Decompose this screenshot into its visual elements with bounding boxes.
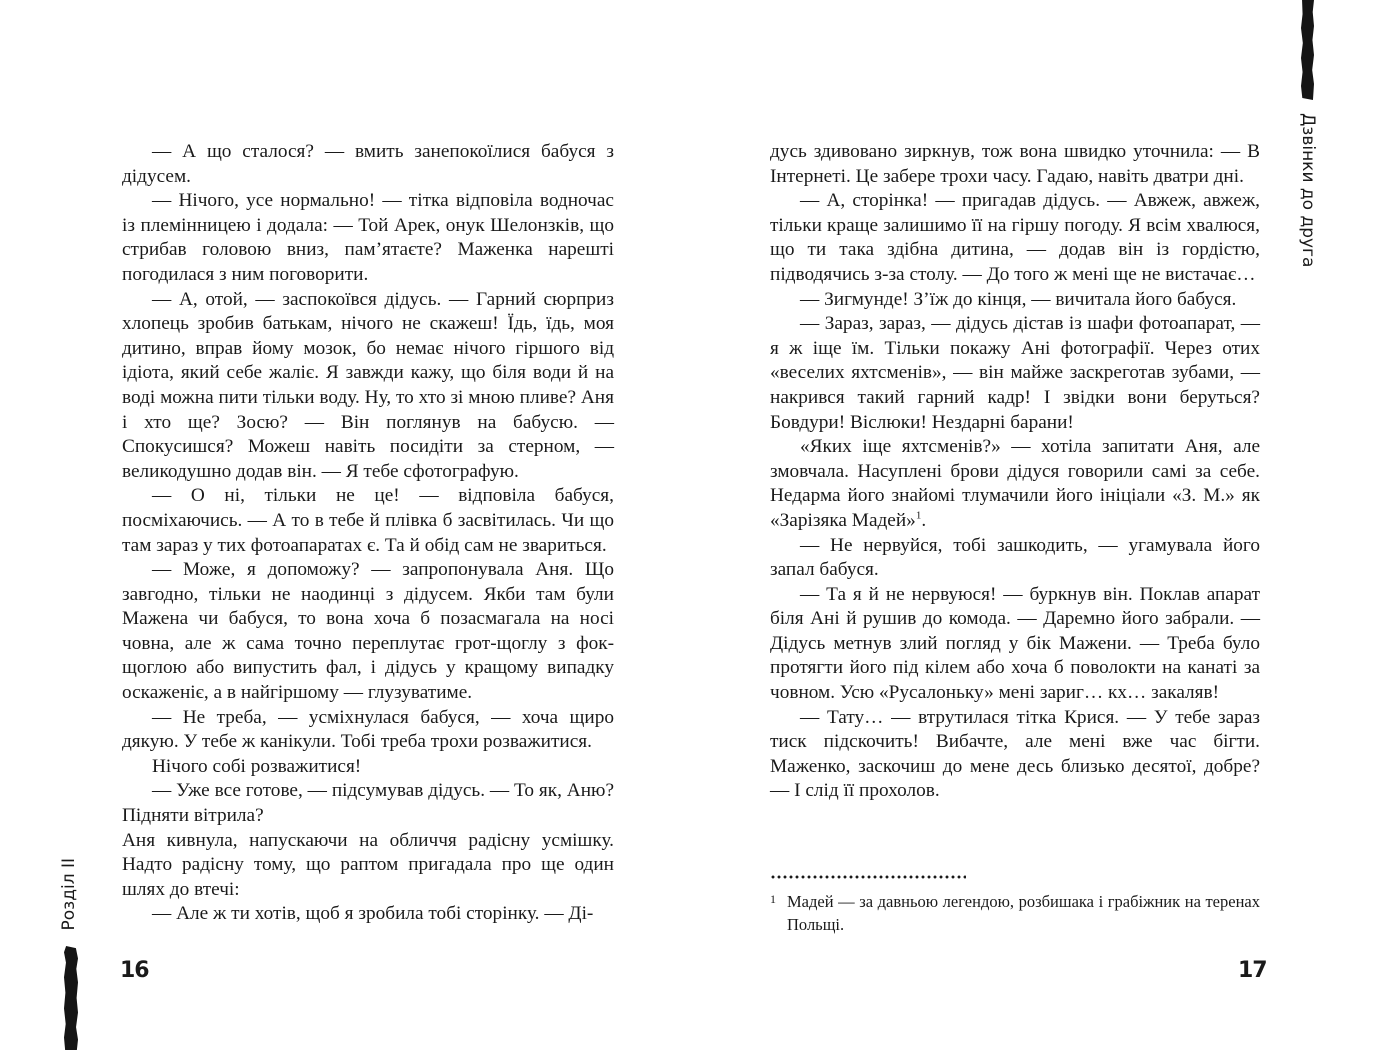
paragraph: [770, 435, 1260, 533]
paragraph-text-tail: .: [921, 509, 927, 531]
paragraph-text: — О ні, тільки не це! — відповіла бабуся, посміхаючись. — А то в тебе й плівка б засвітилась. Чи що там зараз у тих фотоапаратах є. Та й обід сам не звариться.: [122, 485, 614, 556]
footnote-reference: 1: [915, 509, 922, 522]
paragraph-text: Нічого собі розважитися!: [152, 755, 362, 777]
section-title-label: Дзвінки до друга: [1298, 113, 1318, 268]
paragraph: [122, 189, 614, 287]
paragraph: [122, 706, 614, 755]
paragraph: [122, 829, 614, 903]
paragraph: [122, 779, 614, 828]
page-number-left: 16: [120, 958, 149, 983]
paragraph-text: — Не нервуйся, тобі зашкодить, — угамувала його запал бабуся.: [770, 534, 1260, 581]
paragraph: [770, 534, 1260, 583]
paragraph: [122, 902, 614, 927]
footnote-text: Мадей — за давньою легендою, розбишака і грабіжник на теренах Польщі.: [787, 892, 1260, 934]
paragraph: [122, 288, 614, 485]
paragraph-text: — Зигмунде! З’їж до кінця, — вичитала його бабуся.: [800, 288, 1237, 310]
paragraph-text: — А що сталося? — вмить занепокоїлися бабуся з дідусем.: [122, 141, 614, 187]
paragraph: [770, 288, 1260, 313]
paragraph: [770, 583, 1260, 706]
footnote: [770, 888, 1260, 936]
paragraph: [122, 558, 614, 706]
paragraph: [770, 189, 1260, 287]
left-page-text: [122, 140, 614, 927]
paragraph: [770, 140, 1260, 189]
paragraph-text: дусь здивовано зиркнув, тож вона швидко уточнила: — В Інтернеті. Це забере трохи часу. Гадаю, навіть дватри дні.: [770, 141, 1260, 187]
page-edge-tab-left: [64, 946, 78, 1050]
paragraph-text: — Зараз, зараз, — дідусь дістав із шафи фотоапарат, — я ж іще їм. Тільки покажу Ані фотографії. Через отих «веселих яхтсменів», — він майже заскреготав зубами, — накрився такий гарний кадр! І звідки вони беруться? Бовдури! Віслюки! Нездарні барани!: [770, 313, 1260, 433]
page-number-right: 17: [1238, 958, 1267, 983]
footnote-separator: [770, 875, 966, 879]
footnote-mark: 1: [770, 892, 776, 906]
page-edge-tab-right: [1301, 0, 1314, 100]
paragraph-text: — Та я й не нервуюся! — буркнув він. Поклав апарат біля Ані й рушив до комода. — Даремно його забрали. — Дідусь метнув злий погляд у бік Мажени. — Треба було протягти його під кілем або хоча б поволокти на канаті за човном. Усю «Русалоньку» мені зариг… кх… закаляв!: [770, 583, 1260, 704]
paragraph: [770, 312, 1260, 435]
paragraph-text: «Яких іще яхтсменів?» — хотіла запитати Аня, але змовчала. Насуплені брови дідуся говорили самі за себе. Недарма його знайомі тлумачили його ініціали «З. М.» як «Зарізяка Мадей»: [770, 436, 1260, 531]
paragraph-text: — А, сторінка! — пригадав дідусь. — Авжеж, авжеж, тільки краще залишимо її на гіршу погоду. Я всім хвалюся, що ти така здібна дитина, — додав він із гордістю, підводячись з-за столу. — До того ж мені ще не вистачає…: [770, 190, 1260, 285]
right-page-text: [770, 140, 1260, 804]
paragraph: [122, 140, 614, 189]
paragraph-text: — Може, я допоможу? — запропонувала Аня. Що завгодно, тільки не наодинці з дідусем. Якби там були Мажена чи бабуся, то вона хоча б позасмагала на носі човна, але ж сама точно переплутає грот-щоглу з фок-щоглою або випустить фал, і дідусь у кращому випадку оскаженіє, а в найгіршому — глузуватиме.: [122, 559, 614, 704]
chapter-label: Розділ II: [59, 858, 79, 931]
paragraph-text: — А, отой, — заспокоївся дідусь. — Гарний сюрприз хлопець зробив батькам, нічого не скажеш! Їдь, їдь, моя дитино, вправ йому мозок, бо немає нічого гіршого від ідіота, який себе жаліє. Я завжди кажу, що біля води й на воді можна пити тільки воду. Ну, то хто зі мною пливе? Аня і хто ще? Зосю? — Він поглянув на бабусю. — Спокусишся? Можеш навіть посидіти за стерном, — великодушно додав він. — Я тебе сфотографую.: [122, 288, 614, 482]
paragraph-text: — Але ж ти хотів, щоб я зробила тобі сторінку. — Ді-: [152, 903, 594, 925]
paragraph-text: Аня кивнула, напускаючи на обличчя радісну усмішку. Надто радісну тому, що раптом пригадала про ще один шлях до втечі:: [122, 829, 614, 900]
paragraph-text: — Тату… — втрутилася тітка Крися. — У тебе зараз тиск підскочить! Вибачте, але мені вже час бігти. Маженко, заскочиш до мене десь близько десятої, добре? — І слід її прохолов.: [770, 706, 1260, 802]
paragraph-text: — Нічого, усе нормально! — тітка відповіла водночас із племінницею і додала: — Той Арек, онук Шелонзків, що стрибав головою вниз, пам’ятаєте? Маженка нарешті погодилася з ним поговорити.: [122, 190, 614, 285]
paragraph: [770, 706, 1260, 804]
right-page: [692, 0, 1384, 1050]
paragraph-text: — Не треба, — усміхнулася бабуся, — хоча щиро дякую. У тебе ж канікули. Тобі треба трохи розважитися.: [122, 706, 614, 753]
paragraph-text: — Уже все готове, — підсумував дідусь. — То як, Аню? Підняти вітрила?: [122, 780, 614, 827]
paragraph: [122, 484, 614, 558]
paragraph: [122, 755, 614, 780]
